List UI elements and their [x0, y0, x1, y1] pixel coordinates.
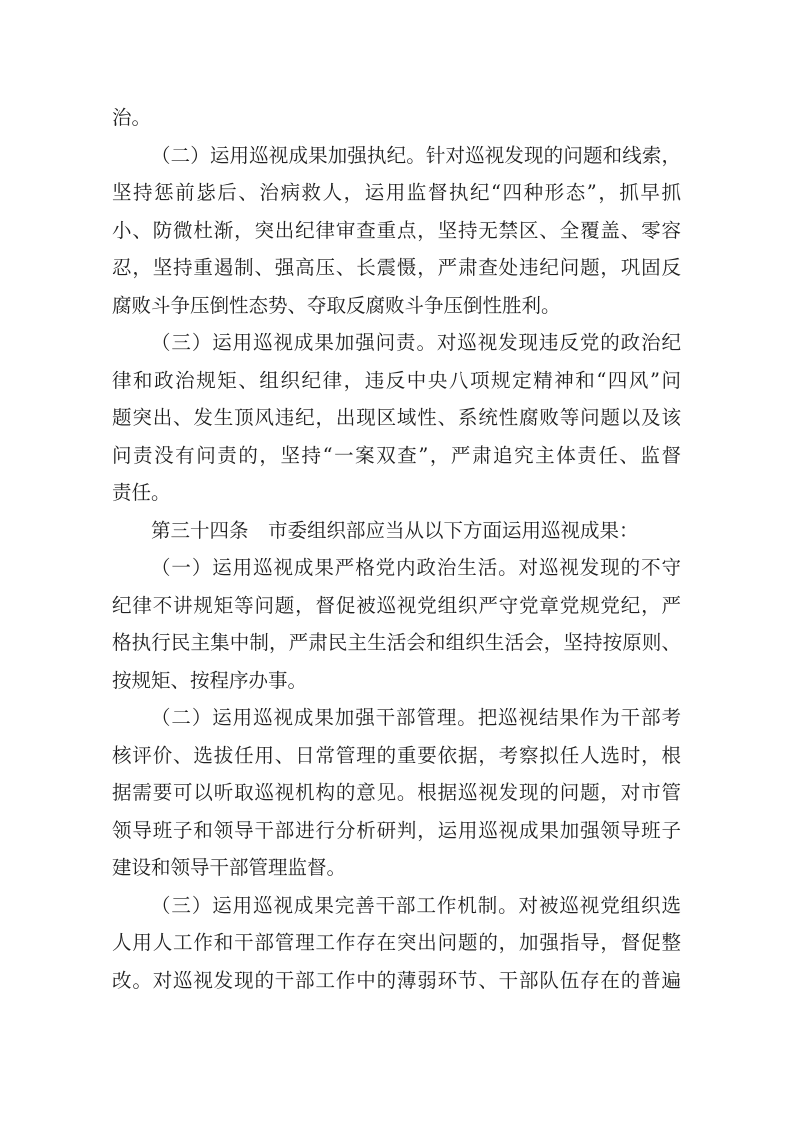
paragraph [112, 99, 681, 137]
text-line: 第三十四条 市委组织部应当从以下方面运用巡视成果： [151, 518, 639, 542]
text-line: 建设和领导干部管理监督。 [112, 856, 347, 879]
text-line: （二）运用巡视成果加强干部管理。把巡视结果作为干部考 [151, 706, 681, 729]
paragraph [112, 137, 681, 325]
text-line: 按规矩、按程序办事。 [112, 668, 308, 692]
text-line: 题突出、发生顶风违纪，出现区域性、系统性腐败等问题以及该 [112, 406, 681, 429]
text-line: 领导班子和领导干部进行分析研判，运用巡视成果加强领导班子 [112, 818, 681, 842]
text-line: （一）运用巡视成果严格党内政治生活。对巡视发现的不守 [151, 556, 681, 579]
text-line: 腐败斗争压倒性态势、夺取反腐败斗争压倒性胜利。 [112, 293, 561, 317]
paragraph [112, 887, 681, 1000]
text-line: 治。 [112, 106, 152, 129]
paragraph [112, 324, 681, 512]
text-line: 问责没有问责的，坚持“一案双查”，严肃追究主体责任、监督 [112, 443, 681, 467]
text-line: 核评价、选拔任用、日常管理的重要依据，考察拟任人选时，根 [112, 743, 681, 767]
text-line: 人用人工作和干部管理工作存在突出问题的，加强指导，督促整 [112, 931, 681, 954]
paragraph [112, 549, 681, 699]
text-line: （三）运用巡视成果加强问责。对巡视发现违反党的政治纪 [151, 331, 681, 354]
text-line: 坚持惩前毖后、治病救人，运用监督执纪“四种形态”，抓早抓 [112, 181, 681, 204]
text-line: （三）运用巡视成果完善干部工作机制。对被巡视党组织选 [151, 893, 681, 917]
text-line: 纪律不讲规矩等问题，督促被巡视党组织严守党章党规党纪，严 [112, 593, 681, 617]
text-line: 据需要可以听取巡视机构的意见。根据巡视发现的问题，对市管 [112, 781, 681, 804]
text-line: 责任。 [112, 481, 171, 504]
text-line: 改。对巡视发现的干部工作中的薄弱环节、干部队伍存在的普遍 [112, 968, 681, 992]
paragraph [112, 699, 681, 887]
text-line: 律和政治规矩、组织纪律，违反中央八项规定精神和“四风”问 [112, 368, 681, 392]
text-line: 格执行民主集中制，严肃民主生活会和组织生活会，坚持按原则、 [112, 631, 681, 654]
paragraph [112, 512, 681, 550]
document-body [112, 99, 681, 999]
text-line: 忍，坚持重遏制、强高压、长震慑，严肃查处违纪问题，巩固反 [112, 256, 681, 279]
text-line: （二）运用巡视成果加强执纪。针对巡视发现的问题和线索， [151, 143, 681, 167]
text-line: 小、防微杜渐，突出纪律审查重点，坚持无禁区、全覆盖、零容 [112, 218, 681, 242]
